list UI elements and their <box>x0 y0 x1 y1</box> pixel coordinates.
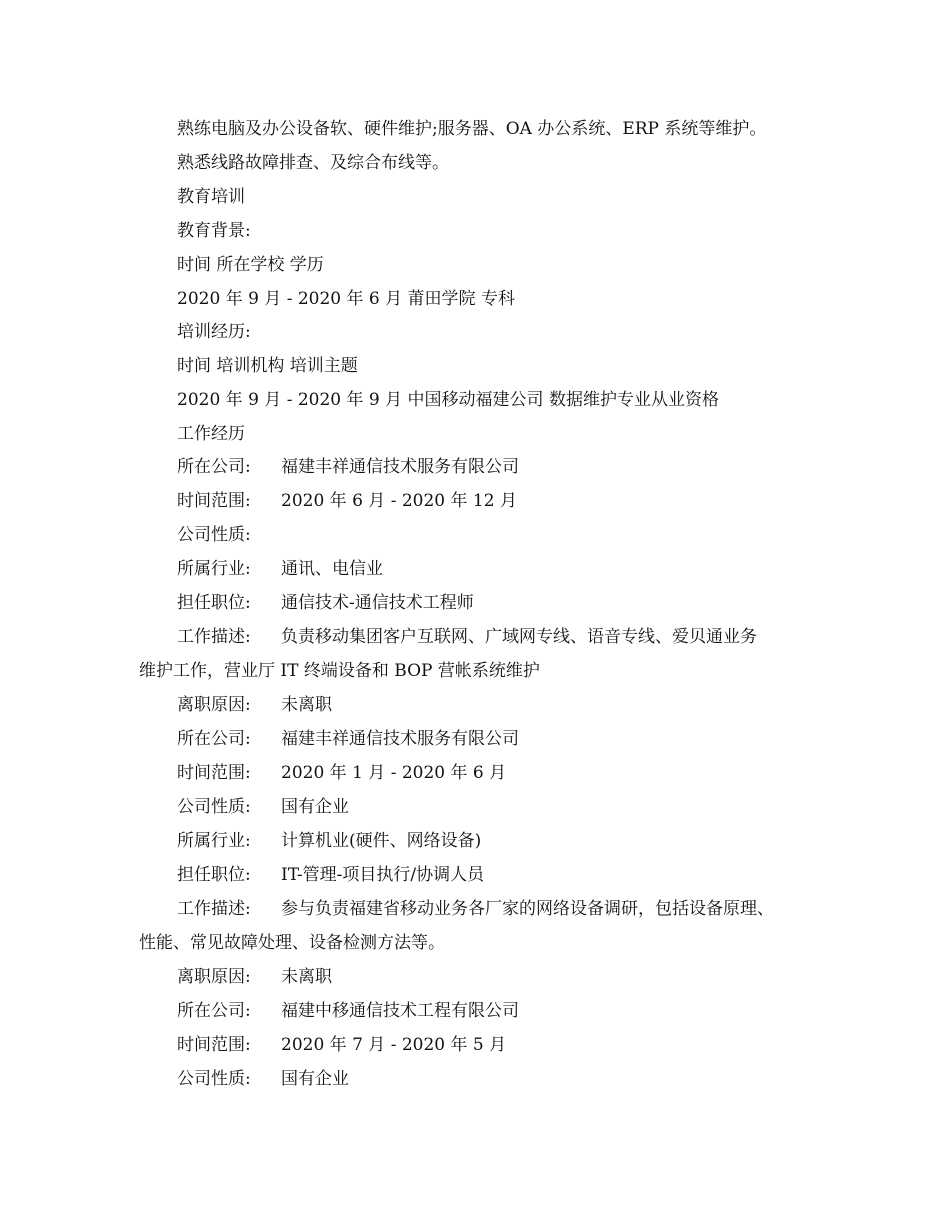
description-label: 工作描述: <box>177 627 251 647</box>
education-background-label: 教育背景: <box>177 221 251 241</box>
nature-label: 公司性质: <box>177 1069 251 1089</box>
job-period-row <box>177 761 506 785</box>
job-industry-row <box>177 829 481 853</box>
job-description-row <box>177 625 757 649</box>
nature-label: 公司性质: <box>177 525 251 545</box>
period-value: 2020 年 1 月 - 2020 年 6 月 <box>281 763 507 783</box>
industry-value: 通讯、电信业 <box>281 559 383 579</box>
job-company-row <box>177 999 519 1023</box>
industry-label: 所属行业: <box>177 831 251 851</box>
description-value: 负责移动集团客户互联网、广域网专线、语音专线、爱贝通业务 <box>281 627 757 647</box>
company-value: 福建中移通信技术工程有限公司 <box>281 1001 519 1021</box>
company-label: 所在公司: <box>177 729 251 749</box>
job-description-row <box>177 897 774 921</box>
job-company-row <box>177 727 519 751</box>
period-label: 时间范围: <box>177 1035 251 1055</box>
leave-reason-label: 离职原因: <box>177 695 251 715</box>
position-label: 担任职位: <box>177 593 251 613</box>
job-period-row <box>177 1033 506 1057</box>
position-value: 通信技术-通信技术工程师 <box>281 593 474 613</box>
job-company-row <box>177 455 519 479</box>
period-value: 2020 年 6 月 - 2020 年 12 月 <box>281 491 517 511</box>
leave-reason-value: 未离职 <box>281 967 332 987</box>
training-table-header: 时间 培训机构 培训主题 <box>177 356 358 376</box>
job-nature-row <box>177 523 281 547</box>
job-description-continuation: 性能、常见故障处理、设备检测方法等。 <box>139 933 445 953</box>
company-value: 福建丰祥通信技术服务有限公司 <box>281 729 519 749</box>
industry-label: 所属行业: <box>177 559 251 579</box>
job-nature-row <box>177 795 349 819</box>
job-position-row <box>177 591 474 615</box>
description-label: 工作描述: <box>177 899 251 919</box>
training-table-row: 2020 年 9 月 - 2020 年 9 月 中国移动福建公司 数据维护专业从业资格 <box>177 390 719 410</box>
period-label: 时间范围: <box>177 491 251 511</box>
period-label: 时间范围: <box>177 763 251 783</box>
position-value: IT-管理-项目执行/协调人员 <box>281 865 485 885</box>
skill-line: 熟悉线路故障排查、及综合布线等。 <box>177 153 449 173</box>
company-label: 所在公司: <box>177 1001 251 1021</box>
section-title-education: 教育培训 <box>177 187 245 207</box>
leave-reason-label: 离职原因: <box>177 967 251 987</box>
description-value: 参与负责福建省移动业务各厂家的网络设备调研，包括设备原理、 <box>281 899 774 919</box>
job-nature-row <box>177 1067 349 1091</box>
leave-reason-value: 未离职 <box>281 695 332 715</box>
education-table-header: 时间 所在学校 学历 <box>177 255 324 275</box>
nature-value: 国有企业 <box>281 1069 349 1089</box>
nature-label: 公司性质: <box>177 797 251 817</box>
industry-value: 计算机业(硬件、网络设备) <box>281 831 482 851</box>
job-position-row <box>177 863 484 887</box>
job-leave-reason-row <box>177 965 332 989</box>
education-table-row: 2020 年 9 月 - 2020 年 6 月 莆田学院 专科 <box>177 289 515 309</box>
training-label: 培训经历: <box>177 322 251 342</box>
job-period-row <box>177 489 517 513</box>
job-leave-reason-row <box>177 693 332 717</box>
job-industry-row <box>177 557 383 581</box>
company-label: 所在公司: <box>177 457 251 477</box>
period-value: 2020 年 7 月 - 2020 年 5 月 <box>281 1035 507 1055</box>
skill-line: 熟练电脑及办公设备软、硬件维护;服务器、OA 办公系统、ERP 系统等维护。 <box>177 119 767 139</box>
nature-value: 国有企业 <box>281 797 349 817</box>
job-description-continuation: 维护工作，营业厅 IT 终端设备和 BOP 营帐系统维护 <box>139 661 540 681</box>
section-title-work: 工作经历 <box>177 424 245 444</box>
company-value: 福建丰祥通信技术服务有限公司 <box>281 457 519 477</box>
position-label: 担任职位: <box>177 865 251 885</box>
